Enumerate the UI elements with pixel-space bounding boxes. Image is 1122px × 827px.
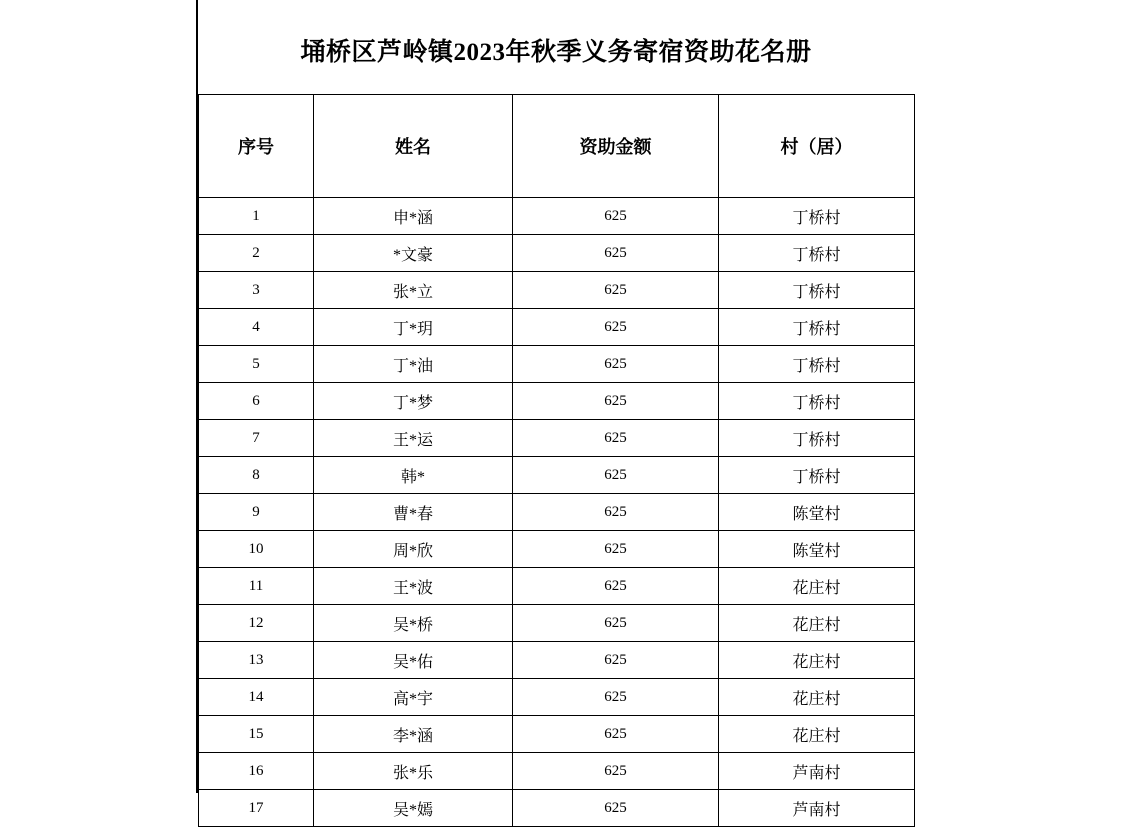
cell-village: 丁桥村 bbox=[719, 198, 915, 235]
column-header-name: 姓名 bbox=[314, 95, 513, 198]
cell-name: *文豪 bbox=[314, 235, 513, 272]
cell-amount: 625 bbox=[513, 198, 719, 235]
cell-index: 17 bbox=[199, 790, 314, 827]
cell-index: 7 bbox=[199, 420, 314, 457]
cell-name: 吴*嫣 bbox=[314, 790, 513, 827]
table-row bbox=[199, 420, 915, 457]
cell-amount: 625 bbox=[513, 457, 719, 494]
cell-village: 陈堂村 bbox=[719, 531, 915, 568]
cell-amount: 625 bbox=[513, 642, 719, 679]
cell-name: 曹*春 bbox=[314, 494, 513, 531]
cell-name: 王*波 bbox=[314, 568, 513, 605]
cell-amount: 625 bbox=[513, 531, 719, 568]
cell-name: 张*立 bbox=[314, 272, 513, 309]
cell-amount: 625 bbox=[513, 753, 719, 790]
page-title: 埇桥区芦岭镇2023年秋季义务寄宿资助花名册 bbox=[300, 39, 812, 66]
cell-index: 16 bbox=[199, 753, 314, 790]
table-body bbox=[199, 198, 915, 827]
cell-index: 4 bbox=[199, 309, 314, 346]
cell-amount: 625 bbox=[513, 790, 719, 827]
cell-name: 丁*玥 bbox=[314, 309, 513, 346]
cell-index: 1 bbox=[199, 198, 314, 235]
cell-village: 花庄村 bbox=[719, 605, 915, 642]
cell-amount: 625 bbox=[513, 420, 719, 457]
cell-amount: 625 bbox=[513, 346, 719, 383]
cell-name: 张*乐 bbox=[314, 753, 513, 790]
cell-name: 申*涵 bbox=[314, 198, 513, 235]
table-row bbox=[199, 679, 915, 716]
table-row bbox=[199, 642, 915, 679]
cell-index: 14 bbox=[199, 679, 314, 716]
cell-amount: 625 bbox=[513, 568, 719, 605]
cell-name: 吴*桥 bbox=[314, 605, 513, 642]
table-header bbox=[199, 95, 915, 198]
cell-amount: 625 bbox=[513, 309, 719, 346]
table-row bbox=[199, 716, 915, 753]
cell-village: 丁桥村 bbox=[719, 457, 915, 494]
cell-village: 芦南村 bbox=[719, 753, 915, 790]
cell-village: 花庄村 bbox=[719, 716, 915, 753]
cell-name: 韩* bbox=[314, 457, 513, 494]
column-header-village: 村（居） bbox=[719, 95, 915, 198]
cell-amount: 625 bbox=[513, 605, 719, 642]
cell-village: 丁桥村 bbox=[719, 346, 915, 383]
cell-village: 花庄村 bbox=[719, 642, 915, 679]
cell-index: 11 bbox=[199, 568, 314, 605]
table-row bbox=[199, 457, 915, 494]
cell-village: 花庄村 bbox=[719, 568, 915, 605]
table-header-row bbox=[199, 95, 915, 198]
cell-index: 8 bbox=[199, 457, 314, 494]
column-header-amount: 资助金额 bbox=[513, 95, 719, 198]
table-row bbox=[199, 235, 915, 272]
cell-index: 12 bbox=[199, 605, 314, 642]
cell-index: 5 bbox=[199, 346, 314, 383]
cell-amount: 625 bbox=[513, 494, 719, 531]
cell-name: 高*宇 bbox=[314, 679, 513, 716]
table-row bbox=[199, 605, 915, 642]
table-row bbox=[199, 272, 915, 309]
cell-amount: 625 bbox=[513, 383, 719, 420]
table-row bbox=[199, 198, 915, 235]
cell-name: 丁*梦 bbox=[314, 383, 513, 420]
table-row bbox=[199, 568, 915, 605]
cell-amount: 625 bbox=[513, 716, 719, 753]
table-row bbox=[199, 494, 915, 531]
cell-village: 花庄村 bbox=[719, 679, 915, 716]
cell-village: 丁桥村 bbox=[719, 272, 915, 309]
cell-village: 芦南村 bbox=[719, 790, 915, 827]
cell-index: 9 bbox=[199, 494, 314, 531]
cell-amount: 625 bbox=[513, 679, 719, 716]
table-row bbox=[199, 790, 915, 827]
cell-village: 陈堂村 bbox=[719, 494, 915, 531]
table-row bbox=[199, 531, 915, 568]
table-row bbox=[199, 346, 915, 383]
cell-index: 3 bbox=[199, 272, 314, 309]
cell-index: 13 bbox=[199, 642, 314, 679]
document-body bbox=[198, 0, 914, 827]
cell-name: 王*运 bbox=[314, 420, 513, 457]
table-row bbox=[199, 383, 915, 420]
cell-index: 10 bbox=[199, 531, 314, 568]
cell-village: 丁桥村 bbox=[719, 309, 915, 346]
cell-village: 丁桥村 bbox=[719, 235, 915, 272]
cell-amount: 625 bbox=[513, 235, 719, 272]
cell-index: 6 bbox=[199, 383, 314, 420]
cell-name: 周*欣 bbox=[314, 531, 513, 568]
table-row bbox=[199, 753, 915, 790]
cell-village: 丁桥村 bbox=[719, 383, 915, 420]
cell-index: 2 bbox=[199, 235, 314, 272]
cell-name: 李*涵 bbox=[314, 716, 513, 753]
table-row bbox=[199, 309, 915, 346]
cell-index: 15 bbox=[199, 716, 314, 753]
cell-village: 丁桥村 bbox=[719, 420, 915, 457]
roster-table bbox=[198, 94, 915, 827]
cell-name: 丁*油 bbox=[314, 346, 513, 383]
cell-name: 吴*佑 bbox=[314, 642, 513, 679]
cell-amount: 625 bbox=[513, 272, 719, 309]
column-header-index: 序号 bbox=[199, 95, 314, 198]
